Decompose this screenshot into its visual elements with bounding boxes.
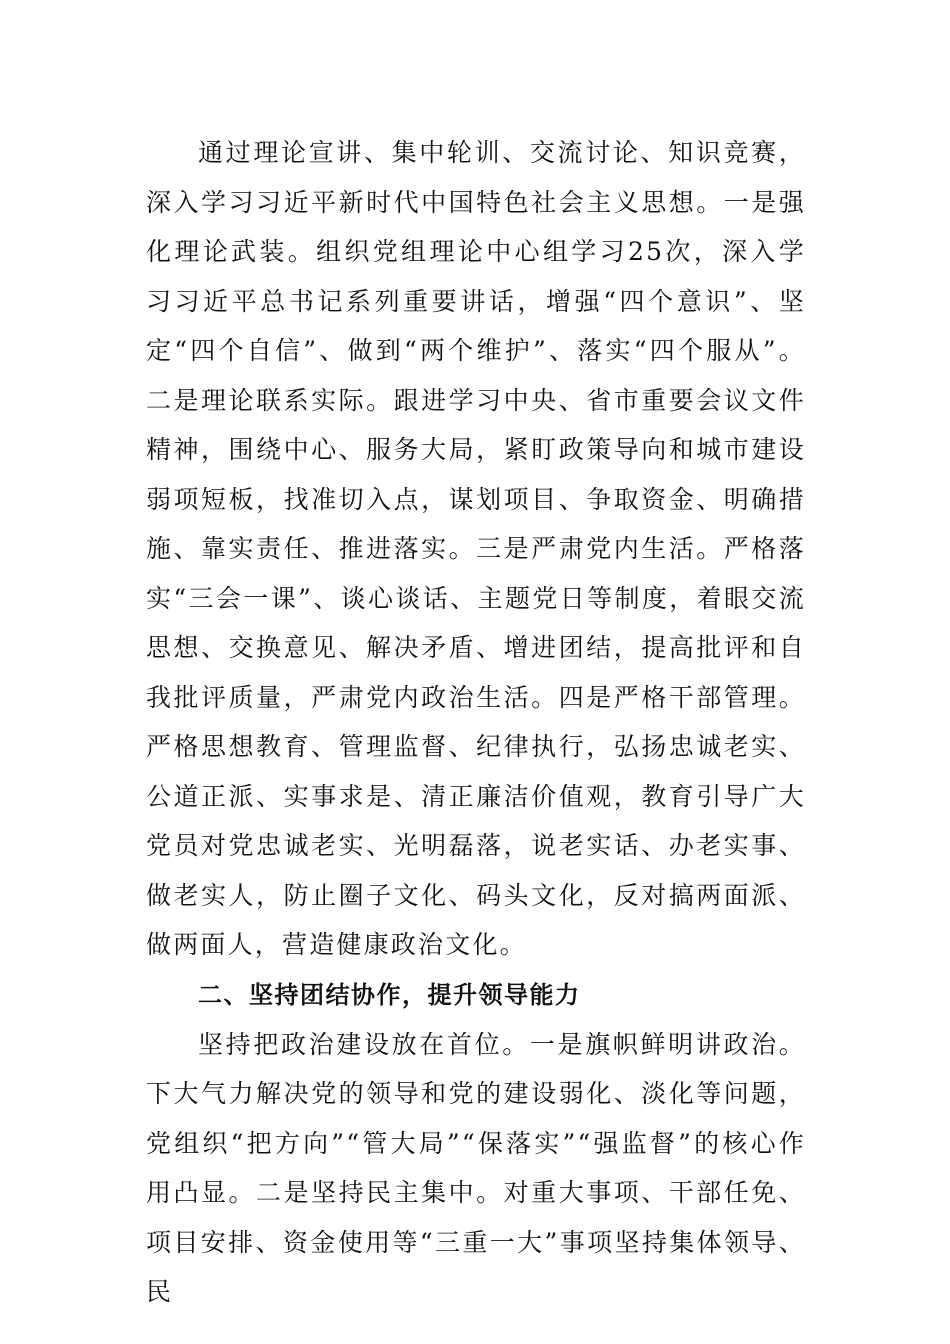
body-paragraph: 坚持把政治建设放在首位。一是旗帜鲜明讲政治。下大气力解决党的领导和党的建设弱化、淡化等问题，党组织“把方向”“管大局”“保落实”“强监督”的核心作用凸显。二是坚持民主集中。对重大事项、干部任免、项目安排、资金使用等“三重一大”事项坚持集体领导、民: [146, 1029, 806, 1306]
document-body: [146, 128, 806, 1317]
section-heading: 二、坚持团结协作，提升领导能力: [198, 980, 581, 1009]
body-paragraph: 通过理论宣讲、集中轮训、交流讨论、知识竞赛，深入学习习近平新时代中国特色社会主义思想。一是强化理论武装。组织党组理论中心组学习25次，深入学习习近平总书记系列重要讲话，增强“四个意识”、坚定“四个自信”、做到“两个维护”、落实“四个服从”。二是理论联系实际。跟进学习中央、省市重要会议文件精神，围绕中心、服务大局，紧盯政策导向和城市建设弱项短板，找准切入点，谋划项目、争取资金、明确措施、靠实责任、推进落实。三是严肃党内生活。严格落实“三会一课”、谈心谈话、主题党日等制度，着眼交流思想、交换意见、解决矛盾、增进团结，提高批评和自我批评质量，严肃党内政治生活。四是严格干部管理。严格思想教育、管理监督、纪律执行，弘扬忠诚老实、公道正派、实事求是、清正廉洁价值观，教育引导广大党员对党忠诚老实、光明磊落，说老实话、办老实事、做老实人，防止圈子文化、码头文化，反对搞两面派、做两面人，营造健康政治文化。: [146, 138, 806, 959]
